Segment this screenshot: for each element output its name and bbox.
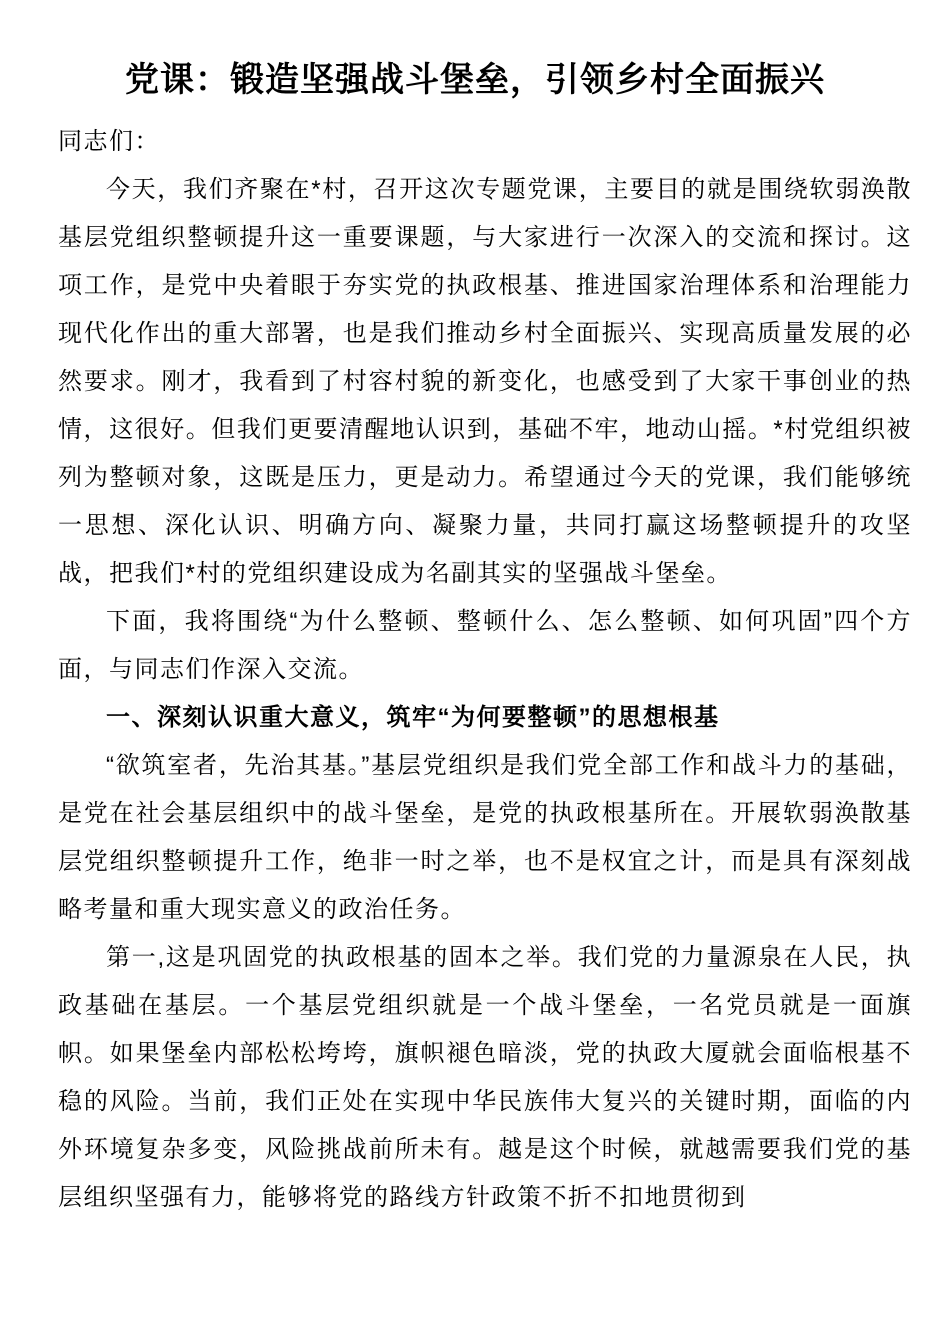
paragraph-opening: 今天，我们齐聚在*村，召开这次专题党课，主要目的就是围绕软弱涣散基层党组织整顿提升这一重要课题，与大家进行一次深入的交流和探讨。这项工作，是党中央着眼于夯实党的执政根基、推进国家治理体系和治理能力现代化作出的重大部署，也是我们推动乡村全面振兴、实现高质量发展的必然要求。刚才，我看到了村容村貌的新变化，也感受到了大家干事创业的热情，这很好。但我们更要清醒地认识到，基础不牢，地动山摇。*村党组织被列为整顿对象，这既是压力，更是动力。希望通过今天的党课，我们能够统一思想、深化认识、明确方向、凝聚力量，共同打赢这场整顿提升的攻坚战，把我们*村的党组织建设成为名副其实的坚强战斗堡垒。 bbox=[58, 176, 912, 587]
paragraph-first-point: 第一,这是巩固党的执政根基的固本之举。我们党的力量源泉在人民，执政基础在基层。一个基层党组织就是一个战斗堡垒，一名党员就是一面旗帜。如果堡垒内部松松垮垮，旗帜褪色暗淡，党的执政大厦就会面临根基不稳的风险。当前，我们正处在实现中华民族伟大复兴的关键时期，面临的内外环境复杂多变，风险挑战前所未有。越是这个时候，就越需要我们党的基层组织坚强有力，能够将党的路线方针政策不折不扣地贯彻到 bbox=[58, 944, 912, 1211]
salutation: 同志们： bbox=[58, 128, 160, 155]
section-heading-1: 一、深刻认识重大意义，筑牢“为何要整顿”的思想根基 bbox=[106, 704, 720, 731]
document-title: 党课：锻造坚强战斗堡垒，引领乡村全面振兴 bbox=[125, 61, 825, 99]
paragraph-outline: 下面，我将围绕“为什么整顿、整顿什么、怎么整顿、如何巩固”四个方面，与同志们作深入交流。 bbox=[58, 608, 912, 683]
document-body bbox=[58, 118, 912, 1222]
paragraph-quote-foundation: “欲筑室者，先治其基。”基层党组织是我们党全部工作和战斗力的基础，是党在社会基层组织中的战斗堡垒，是党的执政根基所在。开展软弱涣散基层党组织整顿提升工作，绝非一时之举，也不是权宜之计，而是具有深刻战略考量和重大现实意义的政治任务。 bbox=[58, 752, 912, 923]
